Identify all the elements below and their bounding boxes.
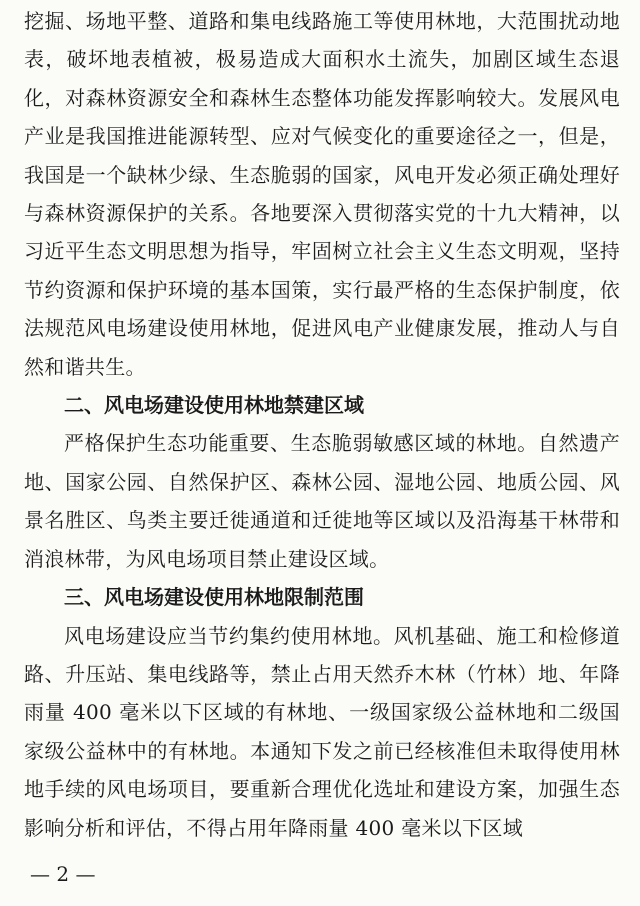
- body-paragraph-continued: 挖掘、场地平整、道路和集电线路施工等使用林地，大范围扰动地表，破坏地表植被，极易造成大面积水土流失，加剧区域生态退化，对森林资源安全和森林生态整体功能发挥影响较大。发展风电产业是我国推进能源转型、应对气候变化的重要途径之一，但是，我国是一个缺林少绿、生态脆弱的国家，风电开发必须正确处理好与森林资源保护的关系。各地要深入贯彻落实党的十九大精神，以习近平生态文明思想为指导，牢固树立社会主义生态文明观，坚持节约资源和保护环境的基本国策，实行最严格的生态保护制度，依法规范风电场建设使用林地，促进风电产业健康发展，推动人与自然和谐共生。: [24, 9, 620, 379]
- section-heading-restricted-scope: 三、风电场建设使用林地限制范围: [64, 585, 364, 610]
- page-number: — 2 —: [30, 862, 96, 886]
- body-paragraph-restricted-scope: 风电场建设应当节约集约使用林地。风机基础、施工和检修道路、升压站、集电线路等，禁止占用天然乔木林（竹林）地、年降雨量 400 毫米以下区域的有林地、一级国家级公益林地和二级国家级公益林中的有林地。本通知下发之前已经核准但未取得使用林地手续的风电场项目，要重新合理优化选址和建设方案，加强生态影响分析和评估，不得占用年降雨量 400 毫米以下区域: [24, 623, 620, 840]
- body-paragraph-prohibited-areas: 严格保护生态功能重要、生态脆弱敏感区域的林地。自然遗产地、国家公园、自然保护区、森林公园、湿地公园、地质公园、风景名胜区、鸟类主要迁徙通道和迁徙地等区域以及沿海基干林带和消浪林带，为风电场项目禁止建设区域。: [24, 431, 620, 571]
- section-heading-prohibited-areas: 二、风电场建设使用林地禁建区域: [64, 393, 364, 418]
